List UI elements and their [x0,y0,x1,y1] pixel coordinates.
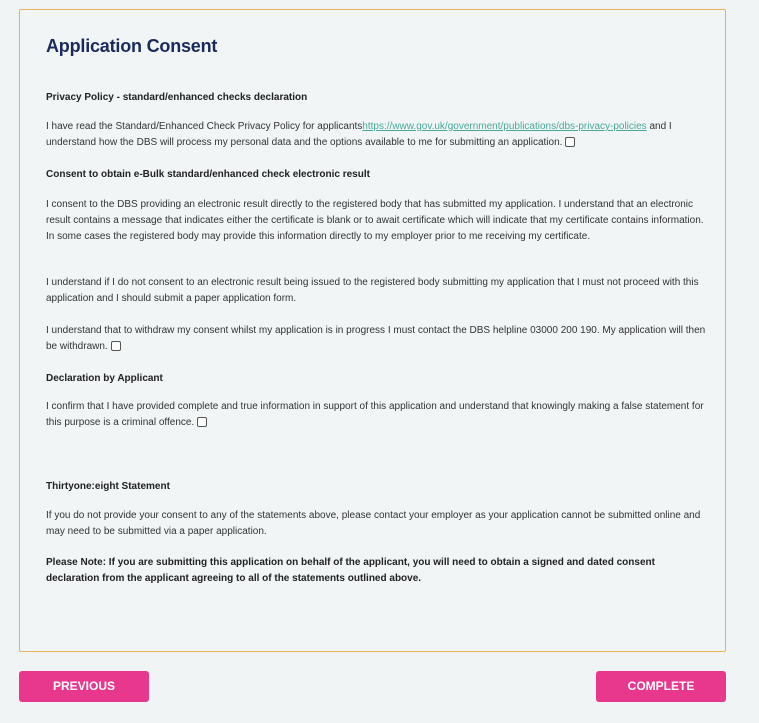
ebulk-paragraph-3-text: I understand that to withdraw my consent whilst my application is in progress I must contact the DBS helpline 03000 200 190. My application will then be withdrawn. [46,325,706,352]
statement-note: Please Note: If you are submitting this application on behalf of the applicant, you will need to obtain a signed and dated consent declaration from the applicant agreeing to all of the statements outlined above. [46,557,655,584]
declaration-heading: Declaration by Applicant [46,373,163,384]
privacy-heading: Privacy Policy - standard/enhanced checks declaration [46,92,308,103]
privacy-text [46,119,706,151]
privacy-policy-link[interactable]: https://www.gov.uk/government/publications/dbs-privacy-policies [362,121,647,132]
page-title: Application Consent [46,36,218,56]
privacy-text-before: I have read the Standard/Enhanced Check Privacy Policy for applicants [46,121,363,132]
statement-text: If you do not provide your consent to any of the statements above, please contact your employer as your application cannot be submitted online and may need to be submitted via a paper application. [46,510,701,537]
ebulk-heading: Consent to obtain e-Bulk standard/enhanced check electronic result [46,169,370,180]
ebulk-paragraph-3 [46,323,706,355]
ebulk-paragraph-2: I understand if I do not consent to an electronic result being issued to the registered body submitting my application that I must not proceed with this application and I should submit a paper application form. [46,277,699,304]
ebulk-paragraph-1: I consent to the DBS providing an electronic result directly to the registered body that has submitted my application. I understand that an electronic result contains a message that indicates either the certificate is blank or to await certificate which will indicate that my certificate contains information. In some cases the registered body may provide this information directly to my employer prior to me receiving my certificate. [46,199,704,242]
complete-button[interactable]: COMPLETE [596,671,726,702]
declaration-text-body: I confirm that I have provided complete and true information in support of this application and understand that knowingly making a false statement for this purpose is a criminal offence. [46,401,704,428]
consent-content [46,36,706,584]
declaration-checkbox[interactable] [197,417,207,427]
declaration-text [46,399,706,431]
ebulk-consent-checkbox[interactable] [111,341,121,351]
statement-heading: Thirtyone:eight Statement [46,481,170,492]
consent-panel [19,9,726,652]
privacy-text-after: and I understand how the DBS will process my personal data and the options available to me for submitting an application. [46,121,672,148]
privacy-consent-checkbox[interactable] [565,137,575,147]
previous-button[interactable]: PREVIOUS [19,671,149,702]
